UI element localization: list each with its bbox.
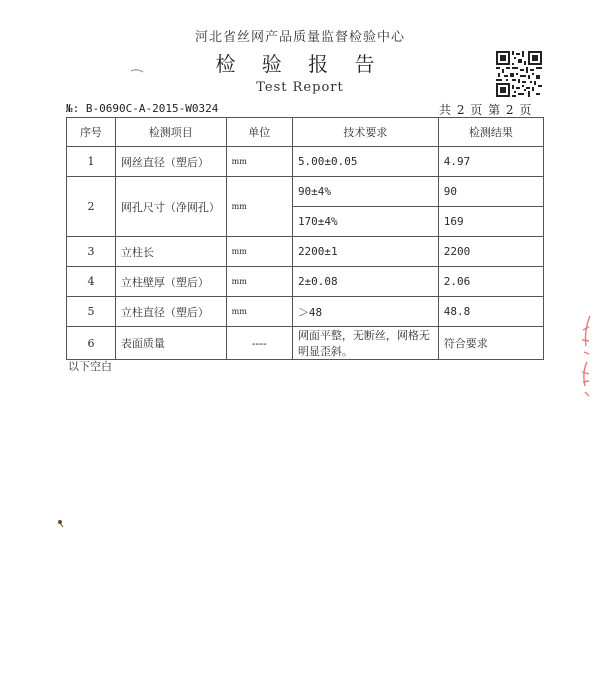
row-item: 立柱长 [115,237,226,267]
qr-code-icon [496,51,542,97]
row-result: 90 [438,177,543,207]
report-number: №: B-0690C-A-2015-W0324 [66,102,219,115]
scan-speck-icon [130,68,144,74]
column-header-requirement: 技术要求 [292,118,438,147]
row-result: 169 [438,207,543,237]
column-header-seq: 序号 [67,118,116,147]
row-requirement: 170±4% [292,207,438,237]
row-requirement: 2±0.08 [292,267,438,297]
seal-stamp-edge-icon [574,312,596,402]
column-header-result: 检测结果 [438,118,543,147]
row-item: 表面质量 [115,327,226,360]
end-blank-note: 以下空白 [68,360,112,373]
table-row [67,297,544,327]
row-item: 网孔尺寸（净网孔） [115,177,226,237]
report-title-en: Test Report [256,80,344,95]
row-seq: 5 [67,297,116,327]
row-result: 48.8 [438,297,543,327]
row-result: 符合要求 [438,327,543,360]
row-requirement: 90±4% [292,177,438,207]
table-row [67,237,544,267]
row-requirement: 网面平整，无断丝，网格无明显歪斜。 [292,327,438,360]
row-result: 2200 [438,237,543,267]
row-unit: mm [226,147,292,177]
column-header-unit: 单位 [226,118,292,147]
row-result: 2.06 [438,267,543,297]
row-item: 立柱壁厚（塑后） [115,267,226,297]
row-seq: 1 [67,147,116,177]
column-header-item: 检测项目 [115,118,226,147]
table-row [67,267,544,297]
row-requirement: 2200±1 [292,237,438,267]
report-title-cn: 检 验 报 告 [215,52,385,76]
row-unit: mm [226,267,292,297]
table-row [67,147,544,177]
table-header-row [67,118,544,147]
row-unit: mm [226,237,292,267]
row-seq: 4 [67,267,116,297]
row-seq: 6 [67,327,116,360]
page-count: 共 2 页 第 2 页 [439,103,533,117]
row-requirement: 5.00±0.05 [292,147,438,177]
row-item: 网丝直径（塑后） [115,147,226,177]
row-result: 4.97 [438,147,543,177]
table-row [67,327,544,360]
row-seq: 2 [67,177,116,237]
organization-name: 河北省丝网产品质量监督检验中心 [194,30,405,45]
table-row [67,177,544,207]
test-results-table [66,117,544,360]
row-unit: mm [226,297,292,327]
row-unit: ---- [226,327,292,360]
row-unit: mm [226,177,292,237]
scan-speck-icon [56,518,66,528]
row-requirement: ＞48 [292,297,438,327]
row-seq: 3 [67,237,116,267]
row-item: 立柱直径（塑后） [115,297,226,327]
